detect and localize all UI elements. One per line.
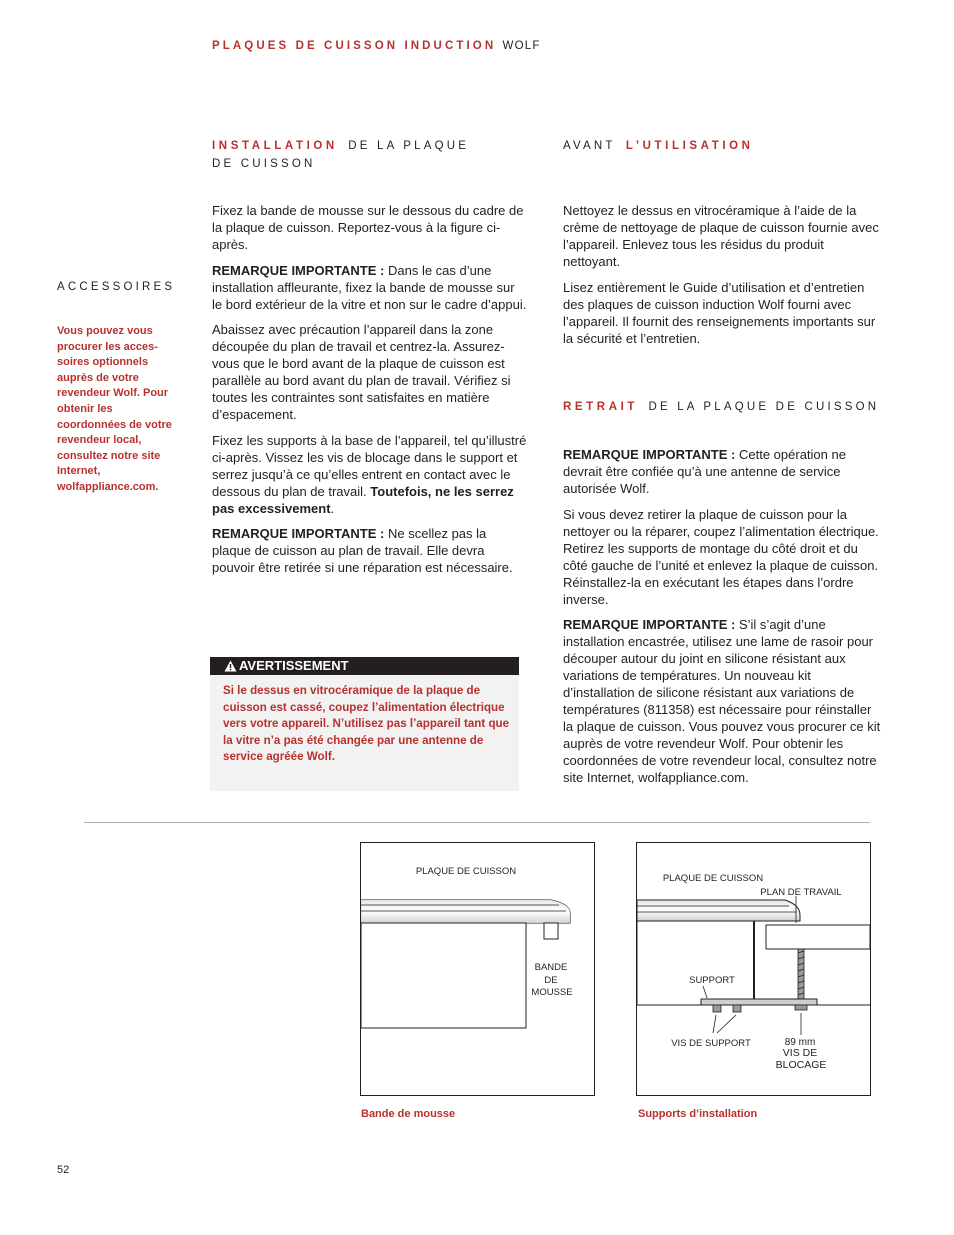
figure-foam-strip: [360, 842, 595, 1096]
removal-heading: [563, 399, 879, 417]
installation-heading-rest-2: DE CUISSON: [212, 157, 316, 170]
installation-p4-bold: Toutefois, ne les serrez pas excessivement: [212, 483, 514, 516]
fig1-label-foam-1: BANDE: [534, 962, 568, 973]
warning-header: [210, 657, 519, 675]
fig2-label-support: SUPPORT: [689, 975, 735, 986]
before-use-heading-rest: AVANT: [563, 140, 616, 152]
removal-heading-rest: DE LA PLAQUE DE CUISSON: [648, 401, 880, 413]
fig2-label-cooktop: PLAQUE DE CUISSON: [662, 873, 764, 884]
installation-heading-bold: INSTALLATION: [212, 140, 338, 152]
installation-p4-end: .: [330, 500, 335, 516]
installation-p1: Fixez la bande de mousse sur le dessous du cadre de la plaque de cuisson. Reportez-vous à la figure ci-après.: [212, 203, 524, 252]
before-use-heading-bold: L’UTILISATION: [625, 140, 754, 152]
header-brand: WOLF: [502, 40, 541, 52]
installation-heading: [212, 138, 512, 173]
figure-brackets: [636, 842, 871, 1096]
removal-p1: [563, 446, 881, 497]
fig2-label-dimension: 89 mm: [784, 1037, 816, 1048]
figure-brackets-drawing: [637, 843, 870, 1095]
before-use-p1: Nettoyez le dessus en vitrocéramique à l’aide de la crème de nettoyage de plaque de cuisson fournie avec l’appareil. Enlevez tous les résidus du produit nettoyant.: [563, 203, 879, 269]
fig2-label-lock-1: VIS DE: [782, 1047, 818, 1059]
before-use-body: [563, 202, 879, 355]
installation-p3: Abaissez avec précaution l’appareil dans la zone découpée du plan de travail et centrez-la. Assurez-vous que le bord avant de la plaque de cuisson est parallèle au bord avant du plan de travail. Vérifiez si toutes les contraintes sont satisfaites en matière d’espacement.: [212, 322, 511, 422]
fig2-label-lock-2: BLOCAGE: [775, 1059, 827, 1071]
fig2-label-support-screws: VIS DE SUPPORT: [671, 1038, 751, 1049]
accessories-heading: ACCESSOIRES: [57, 281, 176, 293]
fig1-label-foam-3: MOUSSE: [531, 987, 573, 998]
installation-p4: [212, 432, 528, 517]
removal-p3: [563, 616, 881, 786]
installation-body: [212, 202, 528, 585]
installation-p5: [212, 525, 528, 576]
fig1-label-cooktop: PLAQUE DE CUISSON: [415, 866, 517, 877]
removal-p3-label: REMARQUE IMPORTANTE :: [563, 617, 736, 632]
removal-body: [563, 446, 881, 795]
warning-triangle-icon: [224, 660, 237, 672]
installation-p2-text: Dans le cas d’une installation affleurante, fixez la bande de mousse sur le bord extérieur de la vitre et non sur le cadre d’appui.: [212, 262, 527, 312]
removal-p3-text: S’il s’agit d’une installation encastrée, utilisez une lame de rasoir pour découper autour du joint en silicone résistant aux variations de températures. Un nouveau kit d’installation de silicone résistant aux variations de températures (811358) est nécessaire pour réinstaller la plaque de cuisson. Vous pouvez vous procurer ce kit auprès de votre revendeur Wolf. Pour obtenir les coordonnées de votre revendeur local, consultez notre site Internet, wolfappliance.com.: [563, 617, 881, 785]
fig1-label-foam-2: DE: [544, 975, 558, 986]
installation-p5-text: Ne scellez pas la plaque de cuisson au plan de travail. Elle devra pouvoir être retirée si une réparation est nécessaire.: [212, 526, 513, 575]
before-use-p2: Lisez entièrement le Guide d’utilisation et d’entretien des plaques de cuisson induction Wolf fourni avec l’appareil. Il fournit des renseignements importants sur la sécurité et l’entretien.: [563, 279, 876, 346]
section-divider: [84, 822, 870, 823]
removal-p1-label: REMARQUE IMPORTANTE :: [563, 447, 736, 462]
installation-p2: [212, 262, 528, 313]
figure-foam-caption: Bande de mousse: [361, 1108, 456, 1120]
header-title: PLAQUES DE CUISSON INDUCTION: [212, 40, 497, 52]
accessories-note: Vous pouvez vous procurer les acces-soires optionnels auprès de votre revendeur Wolf. Pour obtenir les coordonnées de votre revendeur local, consultez notre site Internet, wolfappliance.com.: [57, 325, 172, 493]
removal-p1-text: Cette opération ne devrait être confiée qu’à une antenne de service autorisée Wolf.: [563, 447, 846, 496]
running-header: [212, 40, 541, 52]
removal-heading-bold: RETRAIT: [563, 401, 639, 413]
figure-brackets-caption: Supports d’installation: [638, 1108, 758, 1120]
fig2-label-counter: PLAN DE TRAVAIL: [760, 887, 842, 898]
installation-p5-label: REMARQUE IMPORTANTE :: [212, 526, 385, 541]
warning-text: Si le dessus en vitrocéramique de la plaque de cuisson est cassé, coupez l’alimentation électrique vers votre appareil. N’utilisez pas l’appareil tant que la vitre n’a pas été changée par une antenne de service agréée Wolf.: [223, 684, 510, 763]
before-use-heading: [563, 138, 754, 156]
installation-heading-rest-1: DE LA PLAQUE: [348, 140, 470, 152]
warning-title: AVERTISSEMENT: [239, 658, 349, 673]
figure-foam-strip-drawing: [361, 843, 594, 1095]
page-number: 52: [57, 1164, 70, 1176]
installation-p4-text: Fixez les supports à la base de l’appareil, tel qu’illustré ci-après. Vissez les vis de blocage dans le support et serrez jusqu’à ce qu’elles entrent en contact avec le dessous du plan de travail.: [212, 432, 527, 499]
installation-p2-label: REMARQUE IMPORTANTE :: [212, 262, 385, 278]
removal-p2: Si vous devez retirer la plaque de cuisson pour la nettoyer ou la réparer, coupez l’alimentation électrique. Retirez les supports de montage du côté droit et du côté gauche de l’unité et enlevez la plaque de cuisson. Réinstallez-la en exécutant les étapes dans l’ordre inverse.: [563, 506, 879, 607]
